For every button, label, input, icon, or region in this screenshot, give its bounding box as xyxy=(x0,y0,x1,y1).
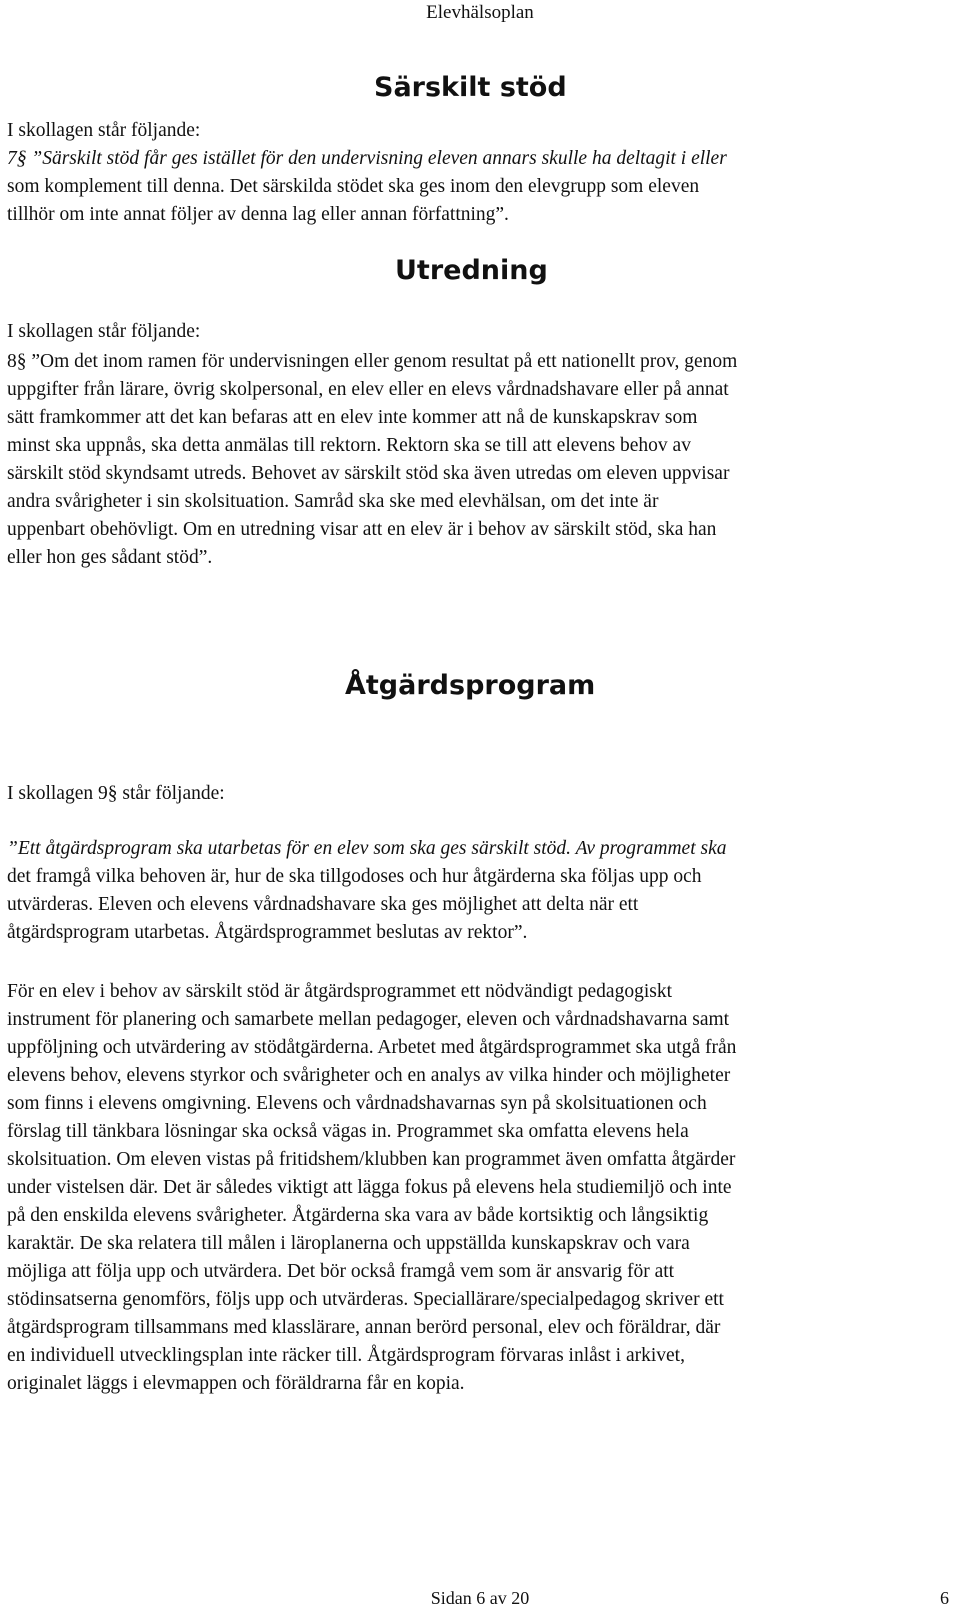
utredning-line: minst ska uppnås, ska detta anmälas till rektorn. Rektorn ska se till att elevens behov av xyxy=(7,435,691,456)
atgardsprogram-body-line: en individuell utvecklingsplan inte räcker till. Åtgärdsprogram förvaras inlåst i arkivet, xyxy=(7,1345,685,1366)
atgardsprogram-body-line: instrument för planering och samarbete mellan pedagoger, eleven och vårdnadshavarna samt xyxy=(7,1009,730,1030)
atgardsprogram-body-line: stödinsatserna genomförs, följs upp och utvärderas. Speciallärare/specialpedagog skriver ett xyxy=(7,1289,724,1310)
footer-page-number: 6 xyxy=(940,1588,949,1608)
utredning-line: andra svårigheter i sin skolsituation. Samråd ska ske med elevhälsan, om det inte är xyxy=(7,491,659,512)
atgardsprogram-body-line: åtgärdsprogram tillsammans med klasslärare, annan berörd personal, elev och föräldrar, där xyxy=(7,1317,721,1338)
sarskilt-stod-line: 7§ ”Särskilt stöd får ges istället för den undervisning eleven annars skulle ha deltagit i eller xyxy=(7,148,727,169)
heading-utredning: Utredning xyxy=(395,255,548,286)
atgardsprogram-body-line: uppföljning och utvärdering av stödåtgärderna. Arbetet med åtgärdsprogrammet ska utgå från xyxy=(7,1037,737,1058)
atgardsprogram-quote-line: utvärderas. Eleven och elevens vårdnadshavare ska ges möjlighet att delta när ett xyxy=(7,894,639,915)
sarskilt-stod-intro: I skollagen står följande: xyxy=(7,120,201,141)
heading-sarskilt-stod: Särskilt stöd xyxy=(374,72,567,103)
page-header: Elevhälsoplan xyxy=(426,2,534,23)
utredning-intro: I skollagen står följande: xyxy=(7,321,201,342)
utredning-line: 8§ ”Om det inom ramen för undervisningen eller genom resultat på ett nationellt prov, genom xyxy=(7,351,738,372)
utredning-line: sätt framkommer att det kan befaras att en elev inte kommer att nå de kunskapskrav som xyxy=(7,407,698,428)
atgardsprogram-quote-line: det framgå vilka behoven är, hur de ska tillgodoses och hur åtgärderna ska följas upp och xyxy=(7,866,702,887)
utredning-line: särskilt stöd skyndsamt utreds. Behovet av särskilt stöd ska även utredas om eleven uppvisar xyxy=(7,463,730,484)
atgardsprogram-quote-line: ”Ett åtgärdsprogram ska utarbetas för en elev som ska ges särskilt stöd. Av programmet ska xyxy=(7,838,727,859)
atgardsprogram-body-line: som finns i elevens omgivning. Elevens och vårdnadshavarnas syn på skolsituationen och xyxy=(7,1093,707,1114)
sarskilt-stod-line: tillhör om inte annat följer av denna lag eller annan författning”. xyxy=(7,204,509,225)
utredning-line: uppgifter från lärare, övrig skolpersonal, en elev eller en elevs vårdnadshavare eller på annat xyxy=(7,379,729,400)
atgardsprogram-body-line: För en elev i behov av särskilt stöd är åtgärdsprogrammet ett nödvändigt pedagogiskt xyxy=(7,981,673,1002)
atgardsprogram-body-line: karaktär. De ska relatera till målen i läroplanerna och uppställda kunskapskrav och vara xyxy=(7,1233,690,1254)
atgardsprogram-body-line: originalet läggs i elevmappen och föräldrarna får en kopia. xyxy=(7,1373,465,1394)
atgardsprogram-body-line: under vistelsen där. Det är således viktigt att lägga fokus på elevens hela studiemiljö och inte xyxy=(7,1177,732,1198)
footer-page-label: Sidan 6 av 20 xyxy=(430,1588,530,1608)
utredning-line: uppenbart obehövligt. Om en utredning visar att en elev är i behov av särskilt stöd, ska han xyxy=(7,519,717,540)
sarskilt-stod-line: som komplement till denna. Det särskilda stödet ska ges inom den elevgrupp som eleven xyxy=(7,176,700,197)
utredning-line: eller hon ges sådant stöd”. xyxy=(7,547,213,568)
atgardsprogram-intro: I skollagen 9§ står följande: xyxy=(7,783,225,804)
atgardsprogram-body-line: skolsituation. Om eleven vistas på fritidshem/klubben kan programmet även omfatta åtgärder xyxy=(7,1149,736,1170)
atgardsprogram-body-line: förslag till tänkbara lösningar ska också vägas in. Programmet ska omfatta elevens hela xyxy=(7,1121,689,1142)
atgardsprogram-body-line: möjliga att följa upp och utvärdera. Det bör också framgå vem som är ansvarig för att xyxy=(7,1261,675,1282)
heading-atgardsprogram: Åtgärdsprogram xyxy=(345,670,596,701)
atgardsprogram-quote-line: åtgärdsprogram utarbetas. Åtgärdsprogrammet beslutas av rektor”. xyxy=(7,922,528,943)
atgardsprogram-body-line: på den enskilda elevens svårigheter. Åtgärderna ska vara av både kortsiktig och långsiktig xyxy=(7,1205,709,1226)
atgardsprogram-body-line: elevens behov, elevens styrkor och svårigheter och en analys av vilka hinder och möjligheter xyxy=(7,1065,731,1086)
